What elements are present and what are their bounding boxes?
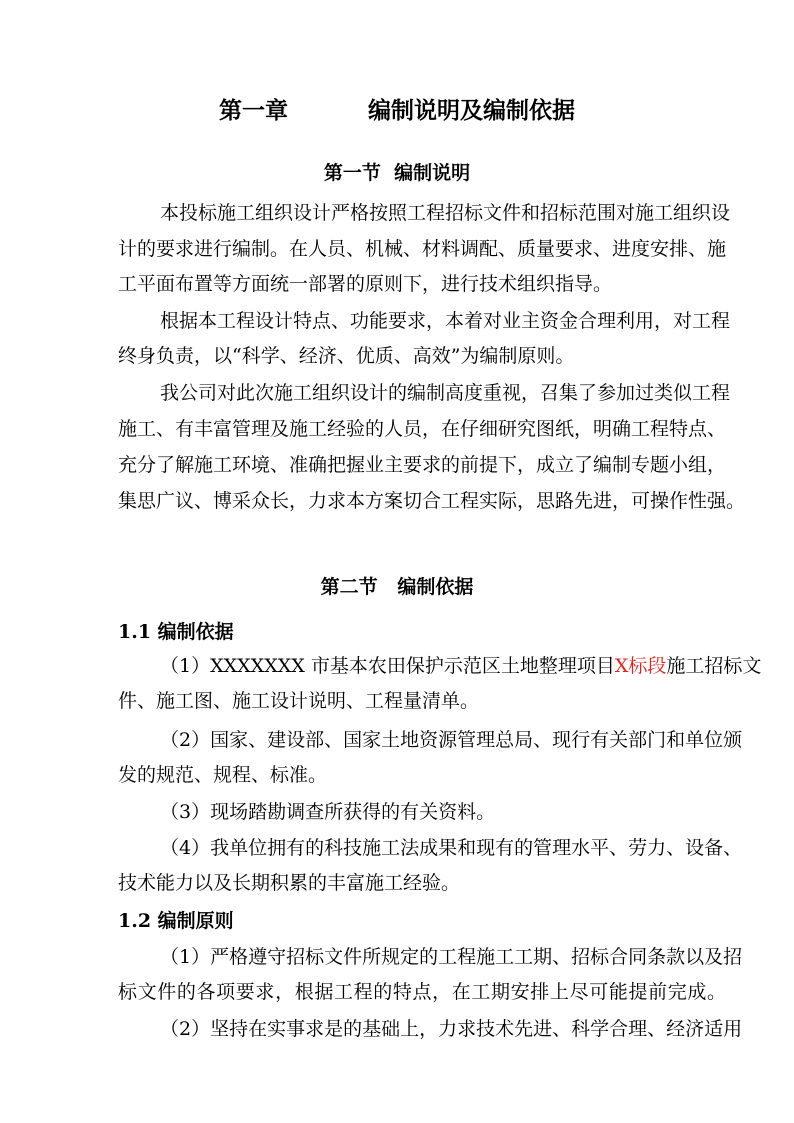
paragraph-line: （1）严格遵守招标文件所规定的工程施工工期、招标合同条款以及招 <box>160 946 743 968</box>
paragraph-line: 根据本工程设计特点、功能要求，本着对业主资金合理利用，对工程 <box>160 310 731 332</box>
highlighted-lot-text: X标段 <box>614 655 667 677</box>
chapter-heading <box>0 96 794 126</box>
paragraph-line: （3）现场踏勘调查所获得的有关资料。 <box>160 801 496 823</box>
paragraph-line <box>160 654 762 678</box>
paragraph-line: 计的要求进行编制。在人员、机械、材料调配、质量要求、进度安排、施 <box>118 238 727 260</box>
paragraph-line: （2）国家、建设部、国家土地资源管理总局、现行有关部门和单位颁 <box>160 729 743 751</box>
paragraph-line: 件、施工图、施工设计说明、工程量清单。 <box>118 690 480 712</box>
subsection-1-2-title: 1.2 编制原则 <box>118 910 234 932</box>
paragraph-line: 集思广议、博采众长，力求本方案切合工程实际，思路先进，可操作性强。 <box>118 490 746 512</box>
paragraph-line: 本投标施工组织设计严格按照工程招标文件和招标范围对施工组织设 <box>160 202 731 224</box>
paragraph-line: 我公司对此次施工组织设计的编制高度重视，召集了参加过类似工程 <box>160 382 731 404</box>
paragraph-line: 技术能力以及长期积累的丰富施工经验。 <box>118 872 461 894</box>
item-text: 施工招标文 <box>666 655 762 677</box>
paragraph-line: 施工、有丰富管理及施工经验的人员，在仔细研究图纸，明确工程特点、 <box>118 418 727 440</box>
section-1-title: 第一节 编制说明 <box>323 162 471 184</box>
paragraph-line: 充分了解施工环境、准确把握业主要求的前提下，成立了编制专题小组， <box>118 454 727 476</box>
paragraph-line: 标文件的各项要求，根据工程的特点，在工期安排上尽可能提前完成。 <box>118 981 726 1003</box>
paragraph-line: （2）坚持在实事求是的基础上，力求技术先进、科学合理、经济适用 <box>160 1018 743 1040</box>
chapter-title: 编制说明及编制依据 <box>368 97 576 124</box>
paragraph-line: 发的规范、规程、标准。 <box>118 764 328 786</box>
item-text: （1）XXXXXXX 市基本农田保护示范区土地整理项目 <box>160 655 615 677</box>
chapter-number: 第一章 <box>218 97 288 124</box>
subsection-1-1-title: 1.1 编制依据 <box>118 621 234 643</box>
paragraph-line: 工平面布置等方面统一部署的原则下，进行技术组织指导。 <box>118 273 613 295</box>
paragraph-line: 终身负责，以“科学、经济、优质、高效”为编制原则。 <box>118 345 575 367</box>
paragraph-line: （4）我单位拥有的科技施工法成果和现有的管理水平、劳力、设备、 <box>160 837 743 859</box>
section-2-title: 第二节 编制依据 <box>320 576 474 598</box>
